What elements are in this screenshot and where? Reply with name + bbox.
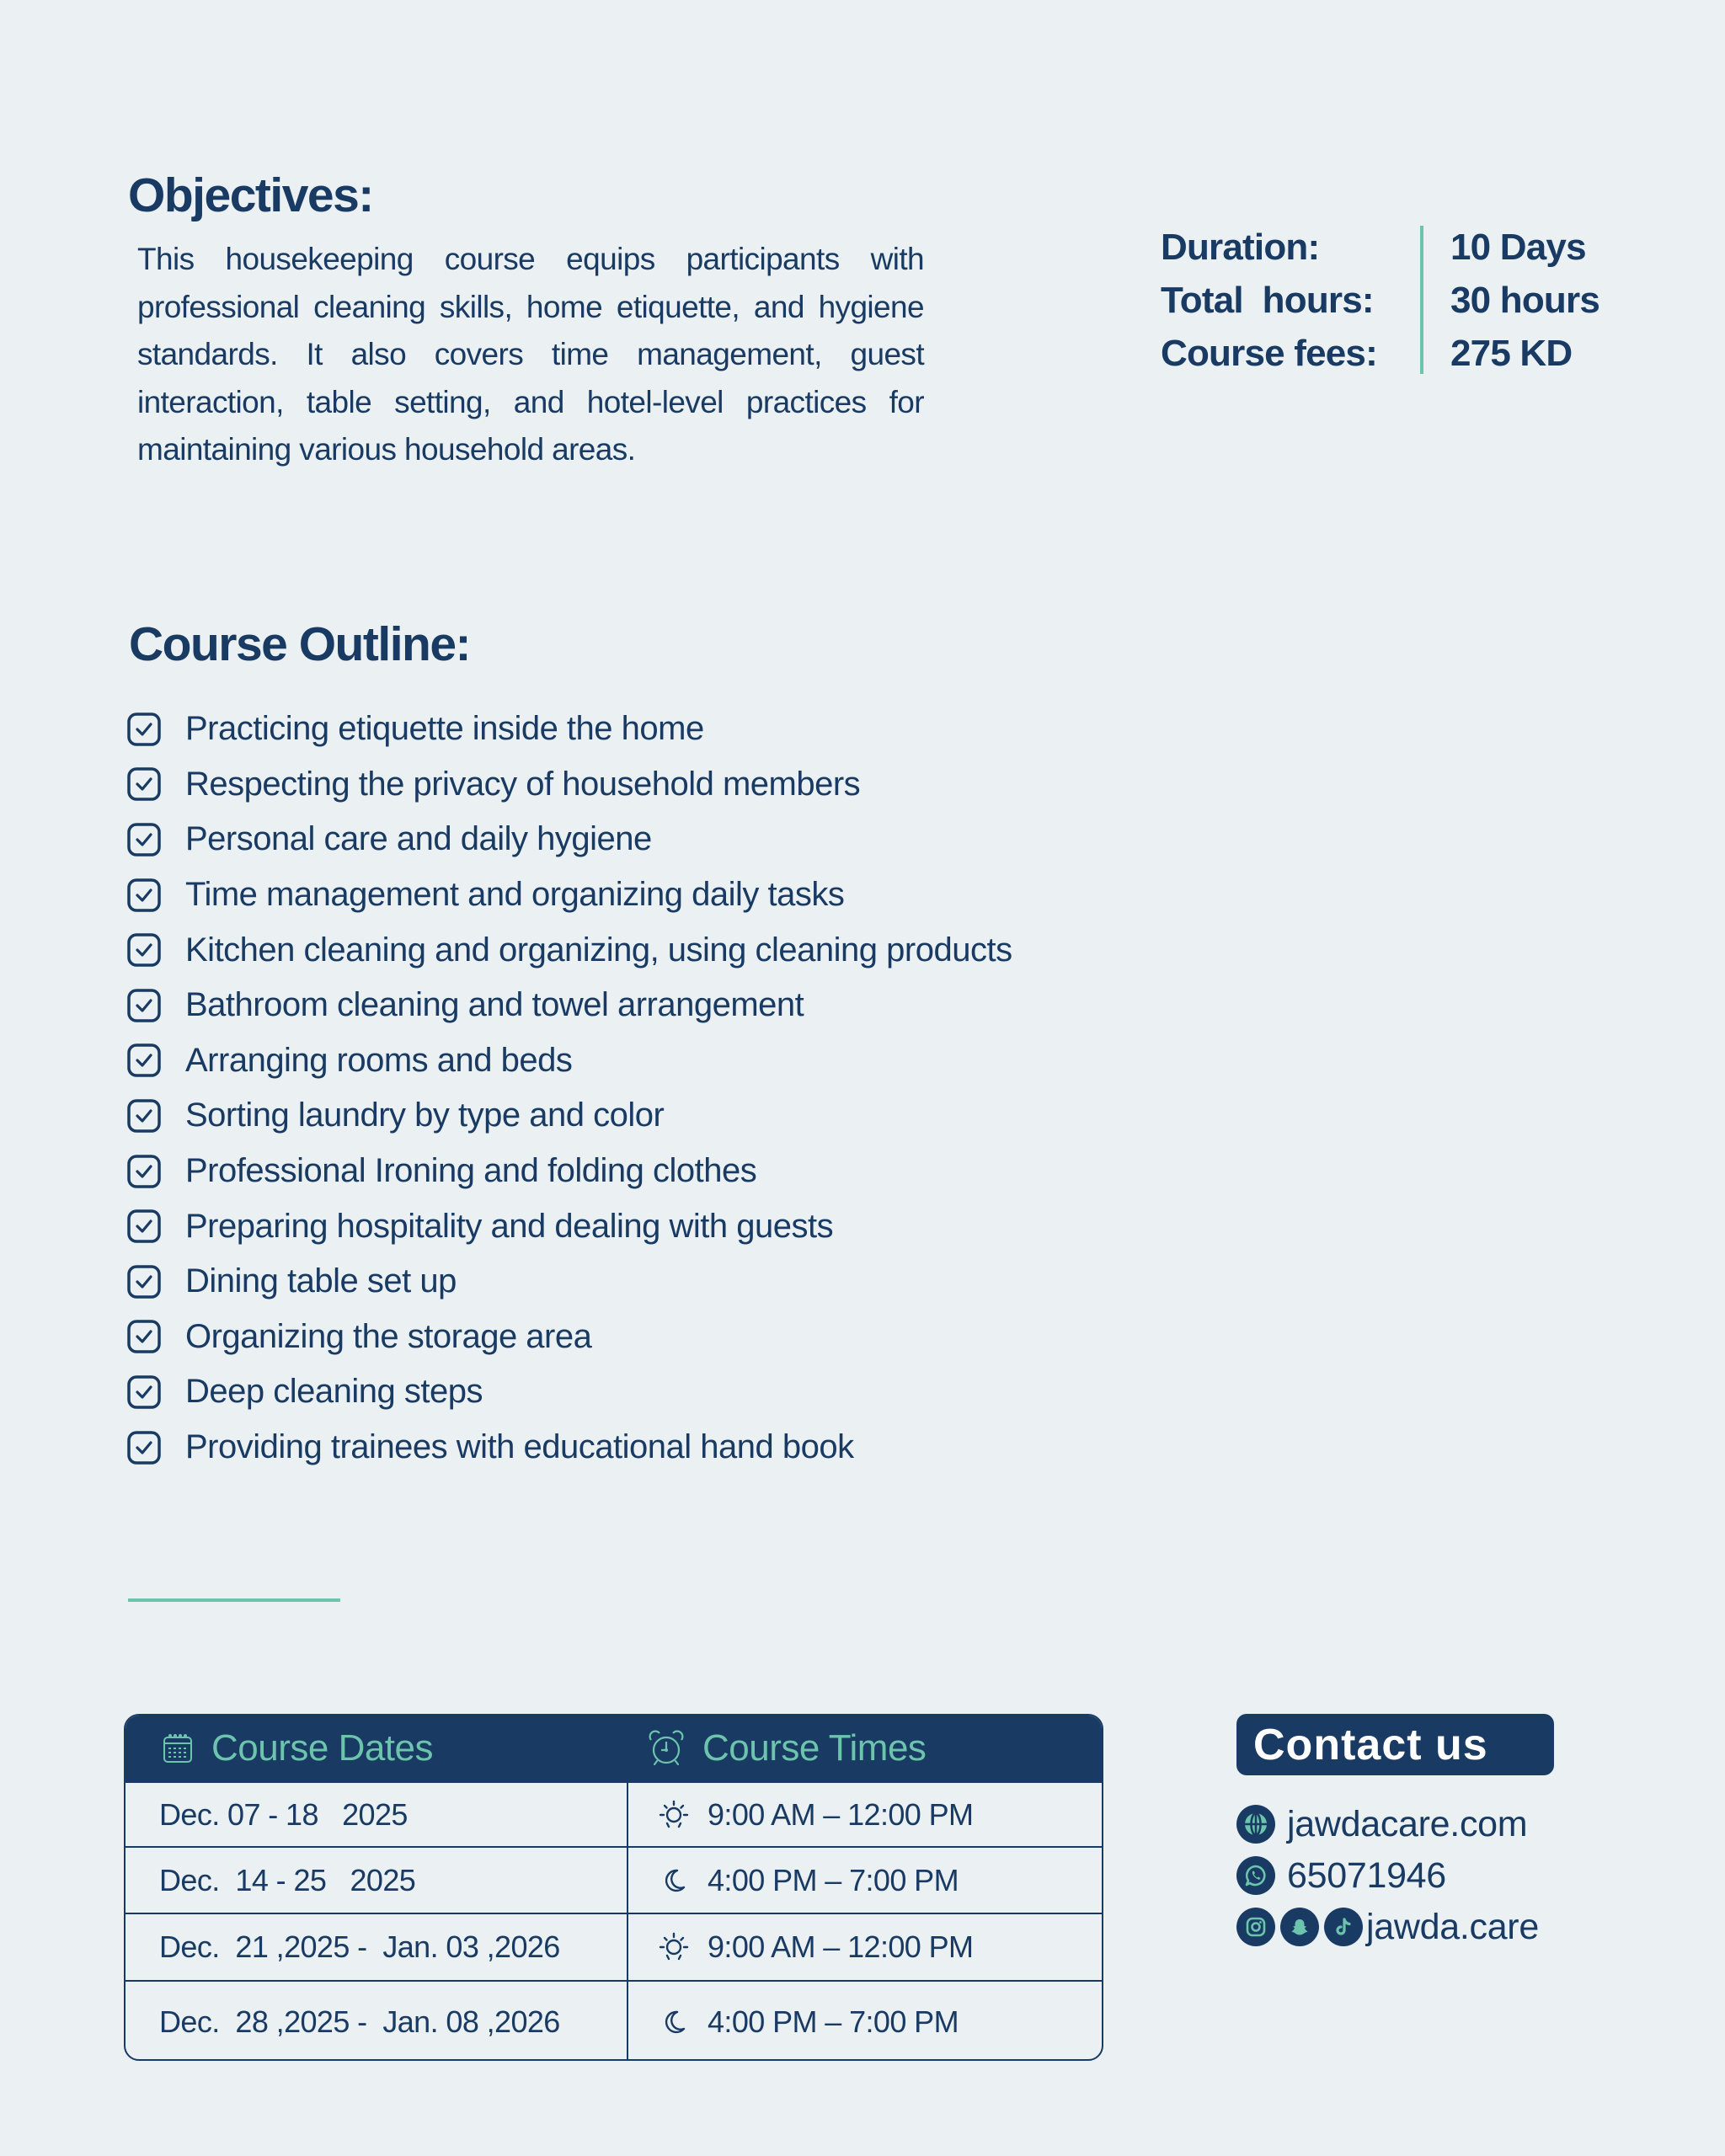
- info-label: Course fees:: [1161, 332, 1377, 374]
- checkbox-checked-icon: [126, 766, 162, 802]
- outline-item-text: Sorting laundry by type and color: [185, 1097, 665, 1134]
- schedule-row: [126, 1781, 1102, 1846]
- course-outline-title: Course Outline:: [129, 617, 471, 671]
- checkbox-checked-icon: [126, 822, 162, 857]
- checkbox-checked-icon: [126, 712, 162, 747]
- moon-icon: [659, 2007, 689, 2037]
- moon-icon: [659, 1865, 689, 1896]
- outline-item: [126, 1198, 1012, 1254]
- outline-item-text: Respecting the privacy of household members: [185, 765, 861, 803]
- tiktok-icon[interactable]: [1324, 1908, 1363, 1946]
- course-date-text: Dec. 28 ,2025 - Jan. 08 ,2026: [159, 2004, 560, 2039]
- course-time: [628, 1848, 959, 1913]
- course-date: [126, 1914, 628, 1980]
- outline-item-text: Professional Ironing and folding clothes: [185, 1152, 757, 1190]
- outline-item: [126, 978, 1012, 1033]
- schedule-header: [126, 1716, 1102, 1781]
- outline-item-text: Providing trainees with educational hand book: [185, 1428, 854, 1466]
- schedule-rows: [126, 1781, 1102, 2061]
- course-date-text: Dec. 14 - 25 2025: [159, 1862, 416, 1897]
- header-course-times: [628, 1716, 926, 1781]
- course-outline-list: [126, 702, 1012, 1475]
- info-label: Total hours:: [1161, 279, 1374, 321]
- contact-social[interactable]: [1236, 1903, 1539, 1951]
- sun-icon: [659, 1800, 689, 1830]
- schedule-row: [126, 1913, 1102, 1980]
- header-label: Course Times: [702, 1727, 927, 1769]
- outline-item-text: Dining table set up: [185, 1262, 457, 1300]
- checkbox-checked-icon: [126, 1374, 162, 1410]
- website-link[interactable]: jawdacare.com: [1287, 1803, 1528, 1844]
- snapchat-icon[interactable]: [1280, 1908, 1319, 1946]
- course-date: [126, 1982, 628, 2061]
- contact-us-heading: [1236, 1714, 1554, 1775]
- course-time-text: 9:00 AM – 12:00 PM: [708, 1929, 974, 1964]
- schedule-row: [126, 1980, 1102, 2061]
- social-handle[interactable]: jawda.care: [1366, 1906, 1539, 1947]
- checkbox-checked-icon: [126, 1098, 162, 1134]
- contact-title: Contact us: [1253, 1720, 1488, 1769]
- outline-item-text: Organizing the storage area: [185, 1317, 592, 1355]
- info-value: 10 Days: [1450, 226, 1586, 268]
- checkbox-checked-icon: [126, 1043, 162, 1078]
- course-time-text: 4:00 PM – 7:00 PM: [708, 1862, 959, 1897]
- course-date-text: Dec. 07 - 18 2025: [159, 1796, 408, 1832]
- alarm-clock-icon: [647, 1729, 686, 1768]
- course-date: [126, 1783, 628, 1846]
- info-duration: [1161, 221, 1599, 274]
- checkbox-checked-icon: [126, 878, 162, 913]
- outline-item-text: Bathroom cleaning and towel arrangement: [185, 986, 804, 1024]
- outline-item-text: Preparing hospitality and dealing with guests: [185, 1207, 834, 1245]
- outline-item: [126, 922, 1012, 978]
- objectives-title: Objectives:: [128, 168, 373, 222]
- outline-item: [126, 867, 1012, 923]
- outline-item: [126, 1420, 1012, 1476]
- header-course-dates: [126, 1716, 628, 1781]
- checkbox-checked-icon: [126, 1209, 162, 1244]
- outline-item: [126, 812, 1012, 867]
- checkbox-checked-icon: [126, 1319, 162, 1354]
- outline-item: [126, 702, 1012, 757]
- outline-item-text: Practicing etiquette inside the home: [185, 710, 704, 748]
- schedule-row: [126, 1846, 1102, 1913]
- course-time: [628, 1783, 973, 1846]
- checkbox-checked-icon: [126, 1430, 162, 1465]
- outline-item-text: Time management and organizing daily tasks: [185, 876, 845, 914]
- schedule-table: [124, 1714, 1103, 2061]
- course-date: [126, 1848, 628, 1913]
- objectives-text: This housekeeping course equips participants with professional cleaning skills, home etiquette, and hygiene standards. It also covers time management, guest interaction, table setting, and hotel-level practices for maintaining various household areas.: [137, 242, 924, 467]
- checkbox-checked-icon: [126, 1264, 162, 1299]
- course-time: [628, 1914, 973, 1980]
- outline-item: [126, 1310, 1012, 1365]
- outline-item: [126, 757, 1012, 813]
- checkbox-checked-icon: [126, 1154, 162, 1189]
- info-total-hours: [1161, 274, 1599, 327]
- outline-item: [126, 1364, 1012, 1420]
- outline-item-text: Arranging rooms and beds: [185, 1041, 573, 1079]
- section-divider: [128, 1598, 340, 1602]
- checkbox-checked-icon: [126, 988, 162, 1023]
- globe-icon: [1236, 1805, 1275, 1844]
- info-divider: [1420, 226, 1423, 374]
- sun-icon: [659, 1932, 689, 1962]
- info-course-fees: [1161, 327, 1599, 380]
- calendar-icon: [161, 1732, 195, 1765]
- info-value: 275 KD: [1450, 332, 1573, 374]
- outline-item: [126, 1144, 1012, 1199]
- contact-whatsapp[interactable]: [1236, 1852, 1446, 1899]
- course-time-text: 4:00 PM – 7:00 PM: [708, 2004, 959, 2039]
- info-value: 30 hours: [1450, 279, 1599, 321]
- outline-item: [126, 1254, 1012, 1310]
- course-info: [1161, 221, 1599, 380]
- course-date-text: Dec. 21 ,2025 - Jan. 03 ,2026: [159, 1929, 560, 1964]
- outline-item-text: Deep cleaning steps: [185, 1373, 483, 1411]
- whatsapp-number[interactable]: 65071946: [1287, 1854, 1446, 1896]
- outline-item: [126, 1088, 1012, 1144]
- course-time-text: 9:00 AM – 12:00 PM: [708, 1796, 974, 1832]
- outline-item-text: Kitchen cleaning and organizing, using cleaning products: [185, 931, 1012, 969]
- instagram-icon[interactable]: [1236, 1908, 1275, 1946]
- info-label: Duration:: [1161, 226, 1320, 268]
- course-time: [628, 1982, 959, 2061]
- outline-item-text: Personal care and daily hygiene: [185, 820, 652, 858]
- contact-website[interactable]: [1236, 1801, 1527, 1848]
- whatsapp-icon: [1236, 1856, 1275, 1895]
- header-label: Course Dates: [211, 1727, 434, 1769]
- checkbox-checked-icon: [126, 932, 162, 968]
- outline-item: [126, 1033, 1012, 1089]
